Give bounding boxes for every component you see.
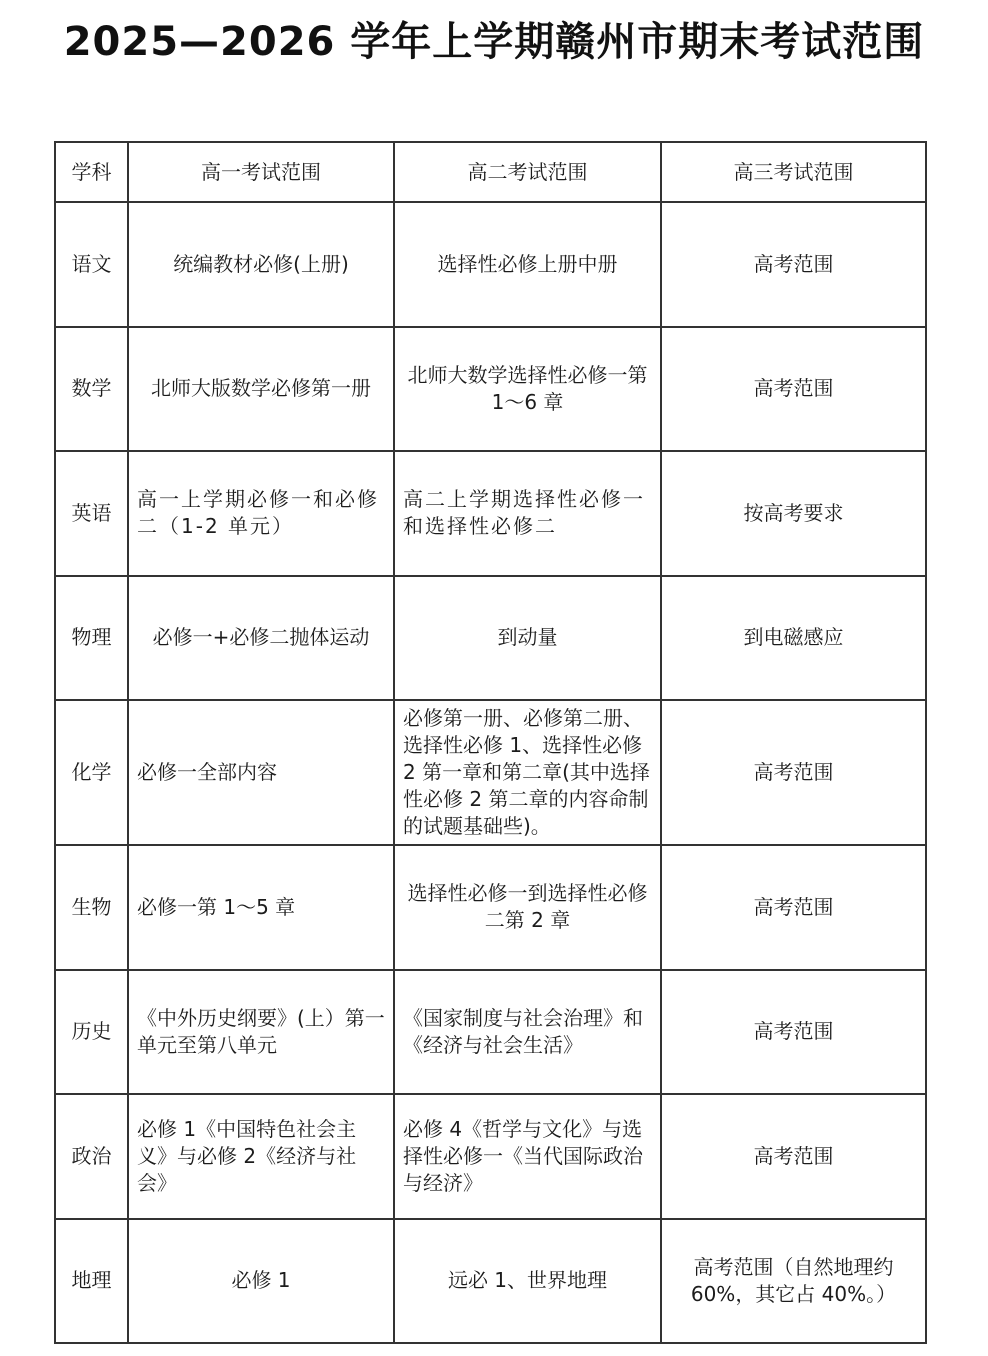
exam-scope-table <box>54 141 927 1344</box>
grade-2-cell: 高二上学期选择性必修一和选择性必修二 <box>394 451 661 576</box>
header-grade-3: 高三考试范围 <box>661 142 926 202</box>
grade-1-cell: 必修一第 1～5 章 <box>128 845 394 970</box>
grade-2-cell: 选择性必修一到选择性必修二第 2 章 <box>394 845 661 970</box>
grade-3-cell: 高考范围 <box>661 202 926 327</box>
subject-cell: 物理 <box>55 576 128 701</box>
grade-3-cell: 高考范围 <box>661 1094 926 1219</box>
grade-2-cell: 必修 4《哲学与文化》与选择性必修一《当代国际政治与经济》 <box>394 1094 661 1219</box>
grade-1-cell: 北师大版数学必修第一册 <box>128 327 394 452</box>
grade-3-cell: 到电磁感应 <box>661 576 926 701</box>
page-title: 2025—2026 学年上学期赣州市期末考试范围 <box>63 19 925 65</box>
grade-2-cell: 必修第一册、必修第二册、选择性必修 1、选择性必修 2 第一章和第二章(其中选择性必修 2 第二章的内容命制的试题基础些)。 <box>394 700 661 845</box>
grade-2-cell: 到动量 <box>394 576 661 701</box>
grade-1-cell: 必修 1 <box>128 1219 394 1344</box>
table-row <box>55 327 926 452</box>
grade-1-cell: 《中外历史纲要》(上）第一单元至第八单元 <box>128 970 394 1095</box>
grade-1-cell: 必修一+必修二抛体运动 <box>128 576 394 701</box>
subject-cell: 语文 <box>55 202 128 327</box>
grade-2-cell: 北师大数学选择性必修一第 1～6 章 <box>394 327 661 452</box>
grade-3-cell: 按高考要求 <box>661 451 926 576</box>
table-row <box>55 1219 926 1344</box>
grade-1-cell: 必修一全部内容 <box>128 700 394 845</box>
grade-3-cell: 高考范围 <box>661 845 926 970</box>
grade-3-cell: 高考范围 <box>661 700 926 845</box>
table-row <box>55 1094 926 1219</box>
subject-cell: 政治 <box>55 1094 128 1219</box>
table-row <box>55 845 926 970</box>
table-row <box>55 202 926 327</box>
grade-2-cell: 选择性必修上册中册 <box>394 202 661 327</box>
table-row <box>55 576 926 701</box>
grade-1-cell: 高一上学期必修一和必修二（1-2 单元） <box>128 451 394 576</box>
header-subject: 学科 <box>55 142 128 202</box>
grade-3-cell: 高考范围 <box>661 327 926 452</box>
subject-cell: 化学 <box>55 700 128 845</box>
table-row <box>55 970 926 1095</box>
grade-2-cell: 远必 1、世界地理 <box>394 1219 661 1344</box>
grade-1-cell: 必修 1《中国特色社会主义》与必修 2《经济与社会》 <box>128 1094 394 1219</box>
header-grade-1: 高一考试范围 <box>128 142 394 202</box>
grade-3-cell: 高考范围 <box>661 970 926 1095</box>
subject-cell: 地理 <box>55 1219 128 1344</box>
table-row <box>55 451 926 576</box>
grade-2-cell: 《国家制度与社会治理》和《经济与社会生活》 <box>394 970 661 1095</box>
subject-cell: 生物 <box>55 845 128 970</box>
header-row <box>55 142 926 202</box>
header-grade-2: 高二考试范围 <box>394 142 661 202</box>
subject-cell: 数学 <box>55 327 128 452</box>
grade-3-cell: 高考范围（自然地理约 60%，其它占 40%。） <box>661 1219 926 1344</box>
subject-cell: 历史 <box>55 970 128 1095</box>
grade-1-cell: 统编教材必修(上册) <box>128 202 394 327</box>
table-row <box>55 700 926 845</box>
subject-cell: 英语 <box>55 451 128 576</box>
